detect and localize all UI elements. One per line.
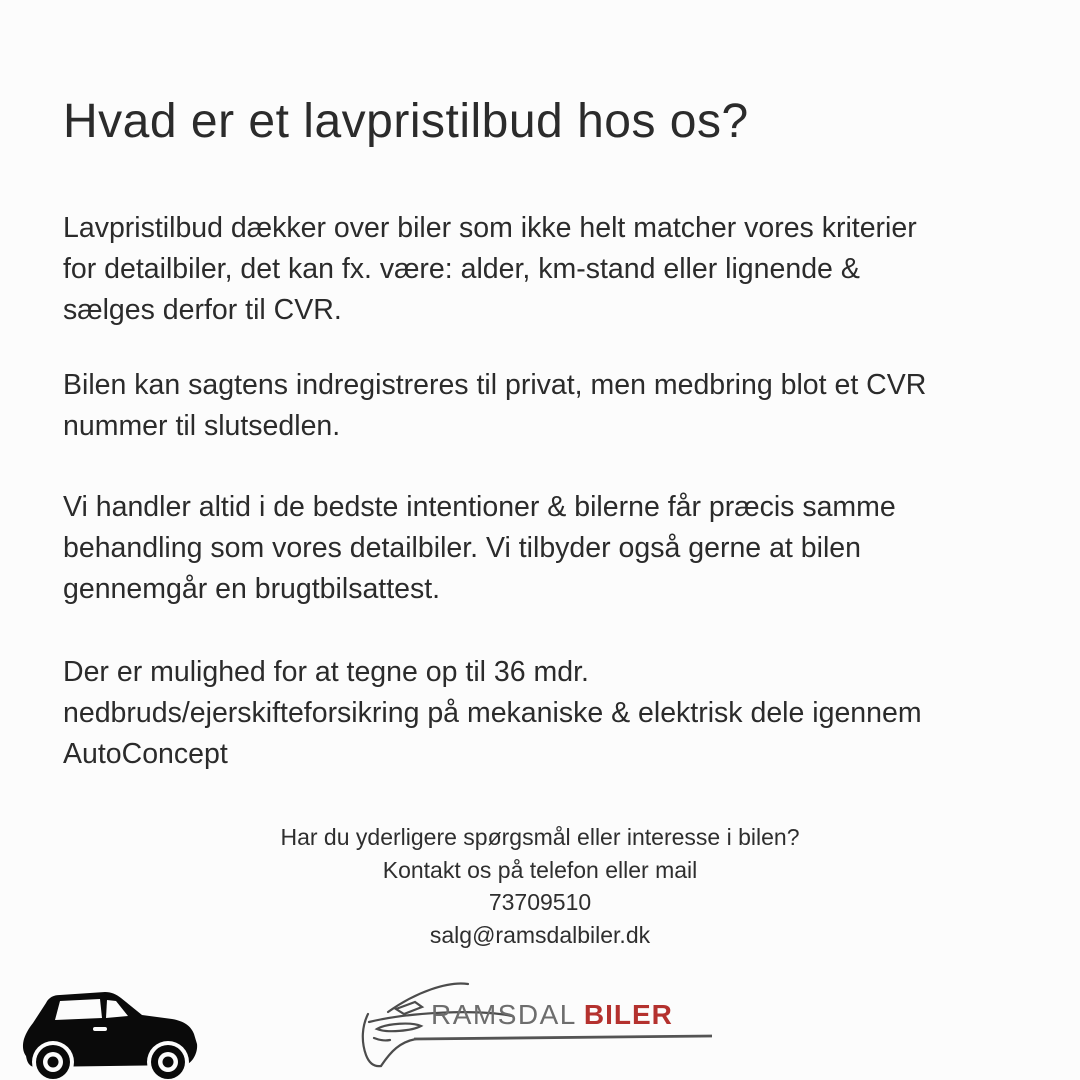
text-line: nedbruds/ejerskifteforsikring på mekaniske & elektrisk dele igennem [63,697,922,729]
text-line: Vi handler altid i de bedste intentioner & bilerne får præcis samme [63,491,896,523]
contact-instruction: Kontakt os på telefon eller mail [382,856,698,883]
brand-name-biler: BILER [583,999,673,1030]
contact-block [0,821,1080,951]
text-line: behandling som vores detailbiler. Vi tilbyder også gerne at bilen [63,532,861,564]
brand-text [431,1001,673,1029]
email-address: salg@ramsdalbiler.dk [429,921,651,948]
text-line: gennemgår en brugtbilsattest. [63,573,441,605]
paragraph-indregistrering [63,365,1023,447]
page-title: Hvad er et lavpristilbud hos os? [63,95,749,148]
contact-question: Har du yderligere spørgsmål eller interesse i bilen? [280,824,800,850]
text-line: nummer til slutsedlen. [63,410,341,442]
text-line: for detailbiler, det kan fx. være: alder, km-stand eller lignende & [63,253,860,285]
car-silhouette-icon [20,990,198,1080]
paragraph-forsikring [63,652,1023,775]
text-line: AutoConcept [63,738,228,770]
logo-underline [414,1036,712,1039]
text-line: sælges derfor til CVR. [63,294,342,326]
text-line: Bilen kan sagtens indregistreres til privat, men medbring blot et CVR [63,369,927,401]
car-icon [20,990,198,1080]
phone-number: 73709510 [488,889,592,915]
brand-name-ramsdal: RAMSDAL [431,999,577,1030]
brand-logo [360,978,725,1080]
paragraph-lavpristilbud [63,208,1023,331]
text-line: Lavpristilbud dækker over biler som ikke helt matcher vores kriterier [63,212,917,244]
paragraph-intentioner [63,487,1023,610]
text-line: Der er mulighed for at tegne op til 36 mdr. [63,656,589,688]
